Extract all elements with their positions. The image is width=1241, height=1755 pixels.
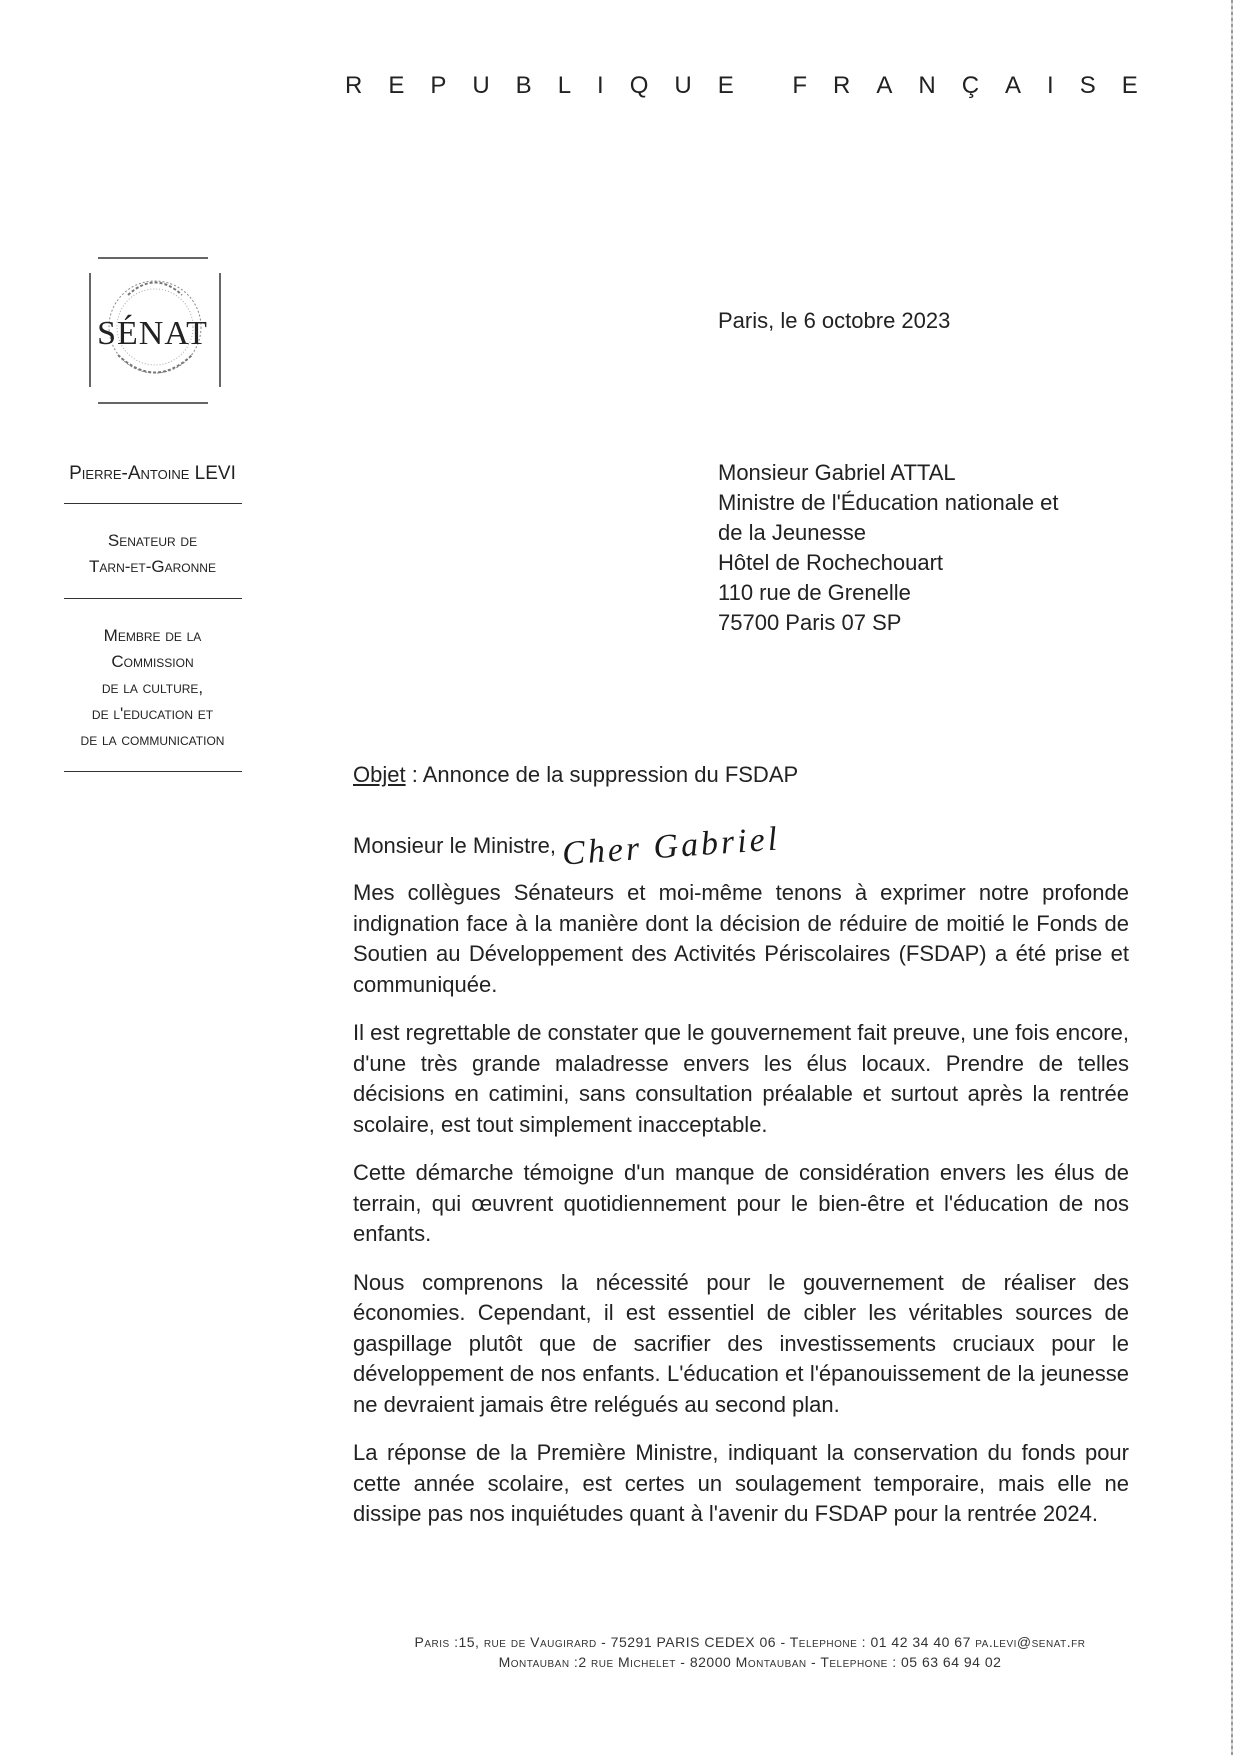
sender-sidebar — [30, 255, 275, 772]
commission-line: de la communication — [80, 730, 225, 749]
address-line: Hôtel de Rochechouart — [718, 550, 944, 575]
body-paragraph: La réponse de la Première Ministre, indiquant la conservation du fonds pour cette année scolaire, est certes un soulagement temporaire, mais elle ne dissipe pas nos inquiétudes quant à l'avenir du FSDAP pour la rentrée 2024. — [353, 1440, 1129, 1526]
footer-montauban-address: Montauban :2 rue Michelet - 82000 Montauban - Telephone : 05 63 64 94 02 — [498, 1654, 1002, 1670]
scan-edge-line — [1231, 0, 1233, 1755]
letter-salutation — [353, 820, 782, 873]
address-line: 75700 Paris 07 SP — [718, 610, 902, 635]
commission-line: de la culture, — [101, 678, 204, 697]
role-line: Tarn-et-Garonne — [89, 557, 216, 576]
body-paragraph: Il est regrettable de constater que le gouvernement fait preuve, une fois encore, d'une très grande maladresse envers les élus locaux. Prendre de telles décisions en catimini, sans consultation préalable et surtout après la rentrée scolaire, est tout simplement inacceptable. — [353, 1020, 1129, 1137]
sidebar-divider — [64, 771, 242, 772]
senator-role — [30, 528, 275, 580]
body-paragraph: Mes collègues Sénateurs et moi-même tenons à exprimer notre profonde indignation face à la manière dont la décision de réduire de moitié le Fonds de Soutien au Développement des Activités Périscolaires (FSDAP) a été prise et communiquée. — [353, 880, 1129, 997]
recipient-address — [718, 458, 1138, 638]
letter-footer — [330, 1632, 1170, 1672]
senat-logo — [78, 255, 228, 415]
body-paragraph: Nous comprenons la nécessité pour le gouvernement de réaliser des économies. Cependant, il est essentiel de cibler les véritables sources de gaspillage plutôt que de sacrifier des investissements cruciaux pour le développement de nos enfants. L'éducation et l'épanouissement de la jeunesse ne devraient jamais être relégués au second plan. — [353, 1269, 1129, 1417]
sidebar-divider — [64, 598, 242, 599]
senat-logo-text: SÉNAT — [97, 315, 208, 352]
letter-body — [353, 878, 1129, 1548]
letter-subject — [353, 762, 798, 788]
commission-membership — [30, 623, 275, 753]
republique-francaise-header: REPUBLIQUE FRANÇAISE — [345, 72, 1164, 99]
senator-name: Pierre-Antoine LEVI — [69, 463, 236, 484]
subject-text: : Annonce de la suppression du FSDAP — [405, 762, 799, 787]
address-line: de la Jeunesse — [718, 520, 866, 545]
letter-date: Paris, le 6 octobre 2023 — [718, 308, 951, 333]
body-paragraph: Cette démarche témoigne d'un manque de considération envers les élus de terrain, qui œuvrent quotidiennement pour le bien-être et l'éducation de nos enfants. — [353, 1160, 1129, 1246]
footer-paris-address: Paris :15, rue de Vaugirard - 75291 PARIS CEDEX 06 - Telephone : 01 42 34 40 67 pa.levi@senat.fr — [414, 1634, 1086, 1650]
commission-line: de l'education et — [91, 704, 214, 723]
address-line: 110 rue de Grenelle — [718, 580, 911, 605]
sidebar-divider — [64, 503, 242, 504]
address-line: Monsieur Gabriel ATTAL — [718, 460, 956, 485]
commission-line: Commission — [111, 652, 194, 671]
handwritten-greeting: Cher Gabriel — [560, 820, 782, 873]
address-line: Ministre de l'Éducation nationale et — [718, 490, 1059, 515]
role-line: Senateur de — [107, 531, 198, 550]
salutation-text: Monsieur le Ministre, — [353, 832, 556, 858]
commission-line: Membre de la — [103, 626, 202, 645]
subject-label: Objet — [353, 762, 406, 787]
